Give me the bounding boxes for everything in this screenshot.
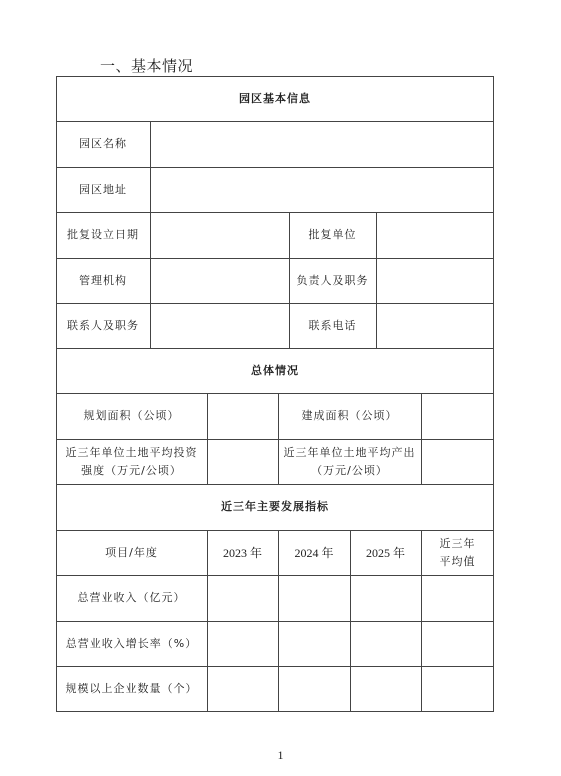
header-avg-line2: 平均值 [439, 554, 476, 568]
enterprise-count-avg-field[interactable] [421, 666, 494, 711]
approval-date-field[interactable] [150, 212, 289, 258]
person-in-charge-label: 负责人及职务 [296, 273, 369, 287]
park-info-table [56, 76, 494, 712]
row-label-enterprise-count: 规模以上企业数量（个） [65, 681, 198, 695]
built-area-field[interactable] [421, 393, 494, 439]
header-three-year-average [421, 530, 494, 575]
management-org-field[interactable] [150, 258, 289, 303]
header-item-year: 项目/年度 [105, 545, 158, 559]
contact-phone-field[interactable] [376, 303, 494, 348]
park-address-field[interactable] [150, 167, 494, 212]
park-name-label: 园区名称 [79, 137, 127, 150]
total-revenue-2023-field[interactable] [207, 575, 278, 621]
contact-phone-label: 联系电话 [308, 318, 357, 332]
output-intensity-label [278, 439, 421, 484]
park-name-field[interactable] [150, 121, 494, 167]
contact-person-label: 联系人及职务 [67, 318, 139, 332]
enterprise-count-2025-field[interactable] [350, 666, 421, 711]
approval-unit-label: 批复单位 [308, 228, 357, 241]
header-year-2025: 2025 年 [365, 545, 405, 560]
revenue-growth-2024-field[interactable] [278, 621, 350, 666]
header-avg-line1: 近三年 [439, 536, 476, 550]
investment-intensity-label-line1: 近三年单位土地平均投资 [65, 445, 198, 459]
section-title-basic-info: 园区基本信息 [239, 91, 311, 105]
built-area-label: 建成面积（公顷） [301, 409, 398, 422]
total-revenue-2024-field[interactable] [278, 575, 350, 621]
planned-area-label: 规划面积（公顷） [83, 409, 180, 422]
approval-date-label: 批复设立日期 [67, 228, 139, 241]
row-label-total-revenue: 总营业收入（亿元） [77, 591, 186, 604]
row-label-revenue-growth: 总营业收入增长率（%） [65, 636, 198, 650]
header-year-2024: 2024 年 [294, 545, 334, 560]
total-revenue-2025-field[interactable] [350, 575, 421, 621]
page-number: 1 [277, 748, 284, 762]
section-heading: 一、基本情况 [100, 57, 194, 75]
enterprise-count-2024-field[interactable] [278, 666, 350, 711]
planned-area-field[interactable] [207, 393, 278, 439]
investment-intensity-field[interactable] [207, 439, 278, 484]
output-intensity-label-line1: 近三年单位土地平均产出 [283, 445, 416, 459]
enterprise-count-2023-field[interactable] [207, 666, 278, 711]
section-title-indicators: 近三年主要发展指标 [221, 500, 329, 513]
section-title-overall: 总体情况 [251, 363, 299, 377]
revenue-growth-2025-field[interactable] [350, 621, 421, 666]
park-address-label: 园区地址 [79, 182, 127, 196]
header-year-2023: 2023 年 [222, 545, 262, 560]
investment-intensity-label-line2: 强度（万元/公顷） [81, 463, 182, 477]
revenue-growth-2023-field[interactable] [207, 621, 278, 666]
approval-unit-field[interactable] [376, 212, 494, 258]
management-org-label: 管理机构 [79, 273, 127, 287]
person-in-charge-field[interactable] [376, 258, 494, 303]
contact-person-field[interactable] [150, 303, 289, 348]
total-revenue-avg-field[interactable] [421, 575, 494, 621]
revenue-growth-avg-field[interactable] [421, 621, 494, 666]
investment-intensity-label [56, 439, 207, 484]
output-intensity-label-line2: （万元/公顷） [311, 463, 388, 477]
output-intensity-field[interactable] [421, 439, 494, 484]
